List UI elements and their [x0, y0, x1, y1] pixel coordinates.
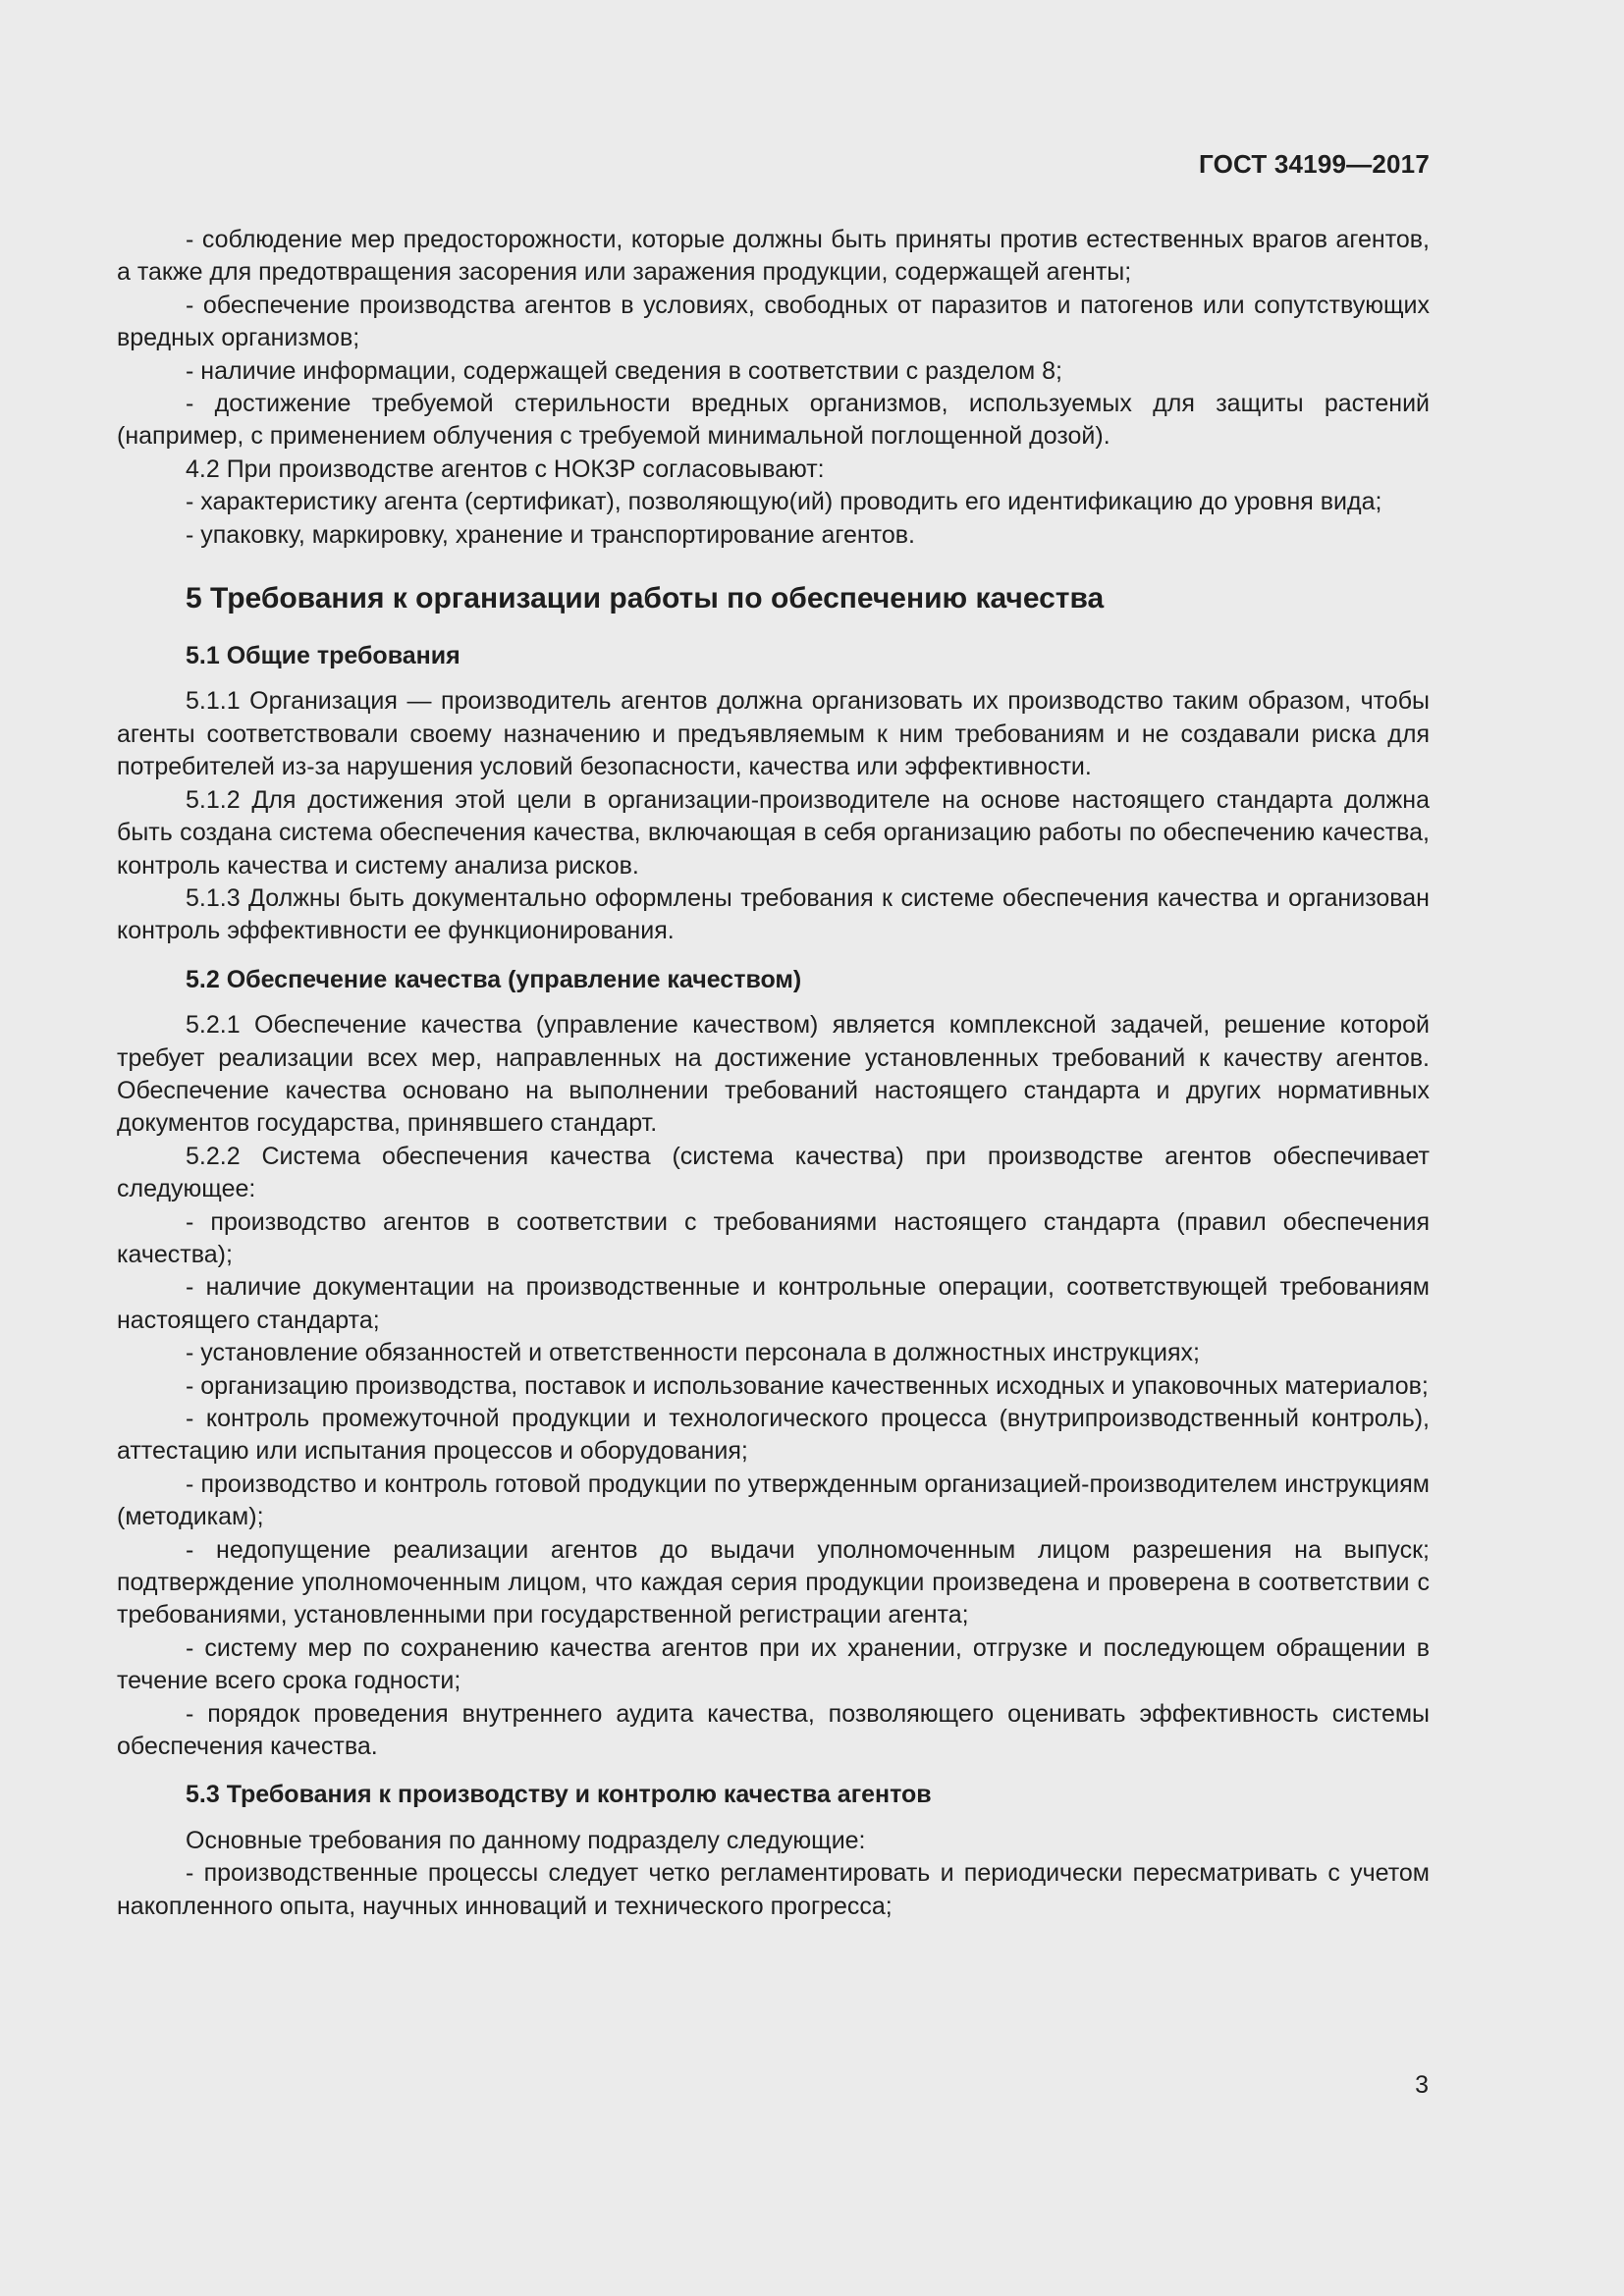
clause-5-2-2: 5.2.2 Система обеспечения качества (система качества) при производстве агентов обеспечивает следующее:	[117, 1142, 1430, 1203]
page-number: 3	[1415, 2071, 1429, 2099]
list-item: - контроль промежуточной продукции и технологического процесса (внутрипроизводственный контроль), аттестацию или испытания процессов и оборудования;	[117, 1405, 1430, 1466]
list-item: - систему мер по сохранению качества агентов при их хранении, отгрузке и последующем обращении в течение всего срока годности;	[117, 1633, 1430, 1695]
document-code-header: ГОСТ 34199—2017	[1199, 149, 1430, 179]
section-5-heading: 5 Требования к организации работы по обеспечению качества	[186, 582, 1105, 615]
clause-5-1-1: 5.1.1 Организация — производитель агентов должна организовать их производство таким образом, чтобы агенты соответствовали своему назначению и предъявляемым к ним требованиям и не создавали риска для потребителей из-за нарушения условий безопасности, качества или эффективности.	[117, 687, 1430, 781]
clause-5-1-2: 5.1.2 Для достижения этой цели в организации-производителе на основе настоящего стандарта должна быть создана система обеспечения качества, включающая в себя организацию работы по обеспечению качества, контроль качества и систему анализа рисков.	[117, 785, 1430, 880]
subsection-5-3-heading: 5.3 Требования к производству и контролю качества агентов	[186, 1781, 932, 1809]
list-item: - производственные процессы следует четко регламентировать и периодически пересматривать с учетом накопленного опыта, научных инноваций и технического прогресса;	[117, 1859, 1430, 1920]
clause-5-2-1: 5.2.1 Обеспечение качества (управление качеством) является комплексной задачей, решение которой требует реализации всех мер, направленных на достижение установленных требований к качеству агентов. Обеспечение качества основано на выполнении требований настоящего стандарта и других нормативных документов государства, принявшего стандарт.	[117, 1011, 1430, 1138]
list-item: - порядок проведения внутреннего аудита качества, позволяющего оценивать эффективность системы обеспечения качества.	[117, 1699, 1430, 1761]
clause-4-2: 4.2 При производстве агентов с НОКЗР согласовывают:	[186, 454, 825, 483]
list-item: - недопущение реализации агентов до выдачи уполномоченным лицом разрешения на выпуск; подтверждение уполномоченным лицом, что каждая серия продукции произведена и проверена в соответствии с требованиями, установленными при государственной регистрации агента;	[117, 1535, 1430, 1629]
intro-item: - соблюдение мер предосторожности, которые должны быть приняты против естественных врагов агентов, а также для предотвращения засорения или заражения продукции, содержащей агенты;	[117, 226, 1430, 287]
list-item: - производство агентов в соответствии с требованиями настоящего стандарта (правил обеспечения качества);	[117, 1207, 1430, 1268]
document-body	[117, 224, 1430, 1923]
subsection-5-1-heading: 5.1 Общие требования	[186, 642, 460, 670]
intro-item: - достижение требуемой стерильности вредных организмов, используемых для защиты растений (например, с применением облучения с требуемой минимальной поглощенной дозой).	[117, 390, 1430, 451]
clause-5-1-3: 5.1.3 Должны быть документально оформлены требования к системе обеспечения качества и организован контроль эффективности ее функционирования.	[117, 883, 1430, 945]
subsection-5-2-heading: 5.2 Обеспечение качества (управление качеством)	[186, 965, 802, 993]
list-item: - организацию производства, поставок и использование качественных исходных и упаковочных материалов;	[186, 1371, 1429, 1400]
subsection-5-3-intro: Основные требования по данному подразделу следующие:	[186, 1826, 866, 1854]
intro-item: - обеспечение производства агентов в условиях, свободных от паразитов и патогенов или сопутствующих вредных организмов;	[117, 291, 1430, 352]
intro-item: - упаковку, маркировку, хранение и транспортирование агентов.	[186, 520, 915, 549]
intro-item: - наличие информации, содержащей сведения в соответствии с разделом 8;	[186, 356, 1062, 385]
list-item: - наличие документации на производственные и контрольные операции, соответствующей требованиям настоящего стандарта;	[117, 1273, 1430, 1334]
list-item: - производство и контроль готовой продукции по утвержденным организацией-производителем инструкциям (методикам);	[117, 1469, 1430, 1531]
intro-item: - характеристику агента (сертификат), позволяющую(ий) проводить его идентификацию до уровня вида;	[186, 488, 1382, 516]
list-item: - установление обязанностей и ответственности персонала в должностных инструкциях;	[186, 1339, 1200, 1367]
